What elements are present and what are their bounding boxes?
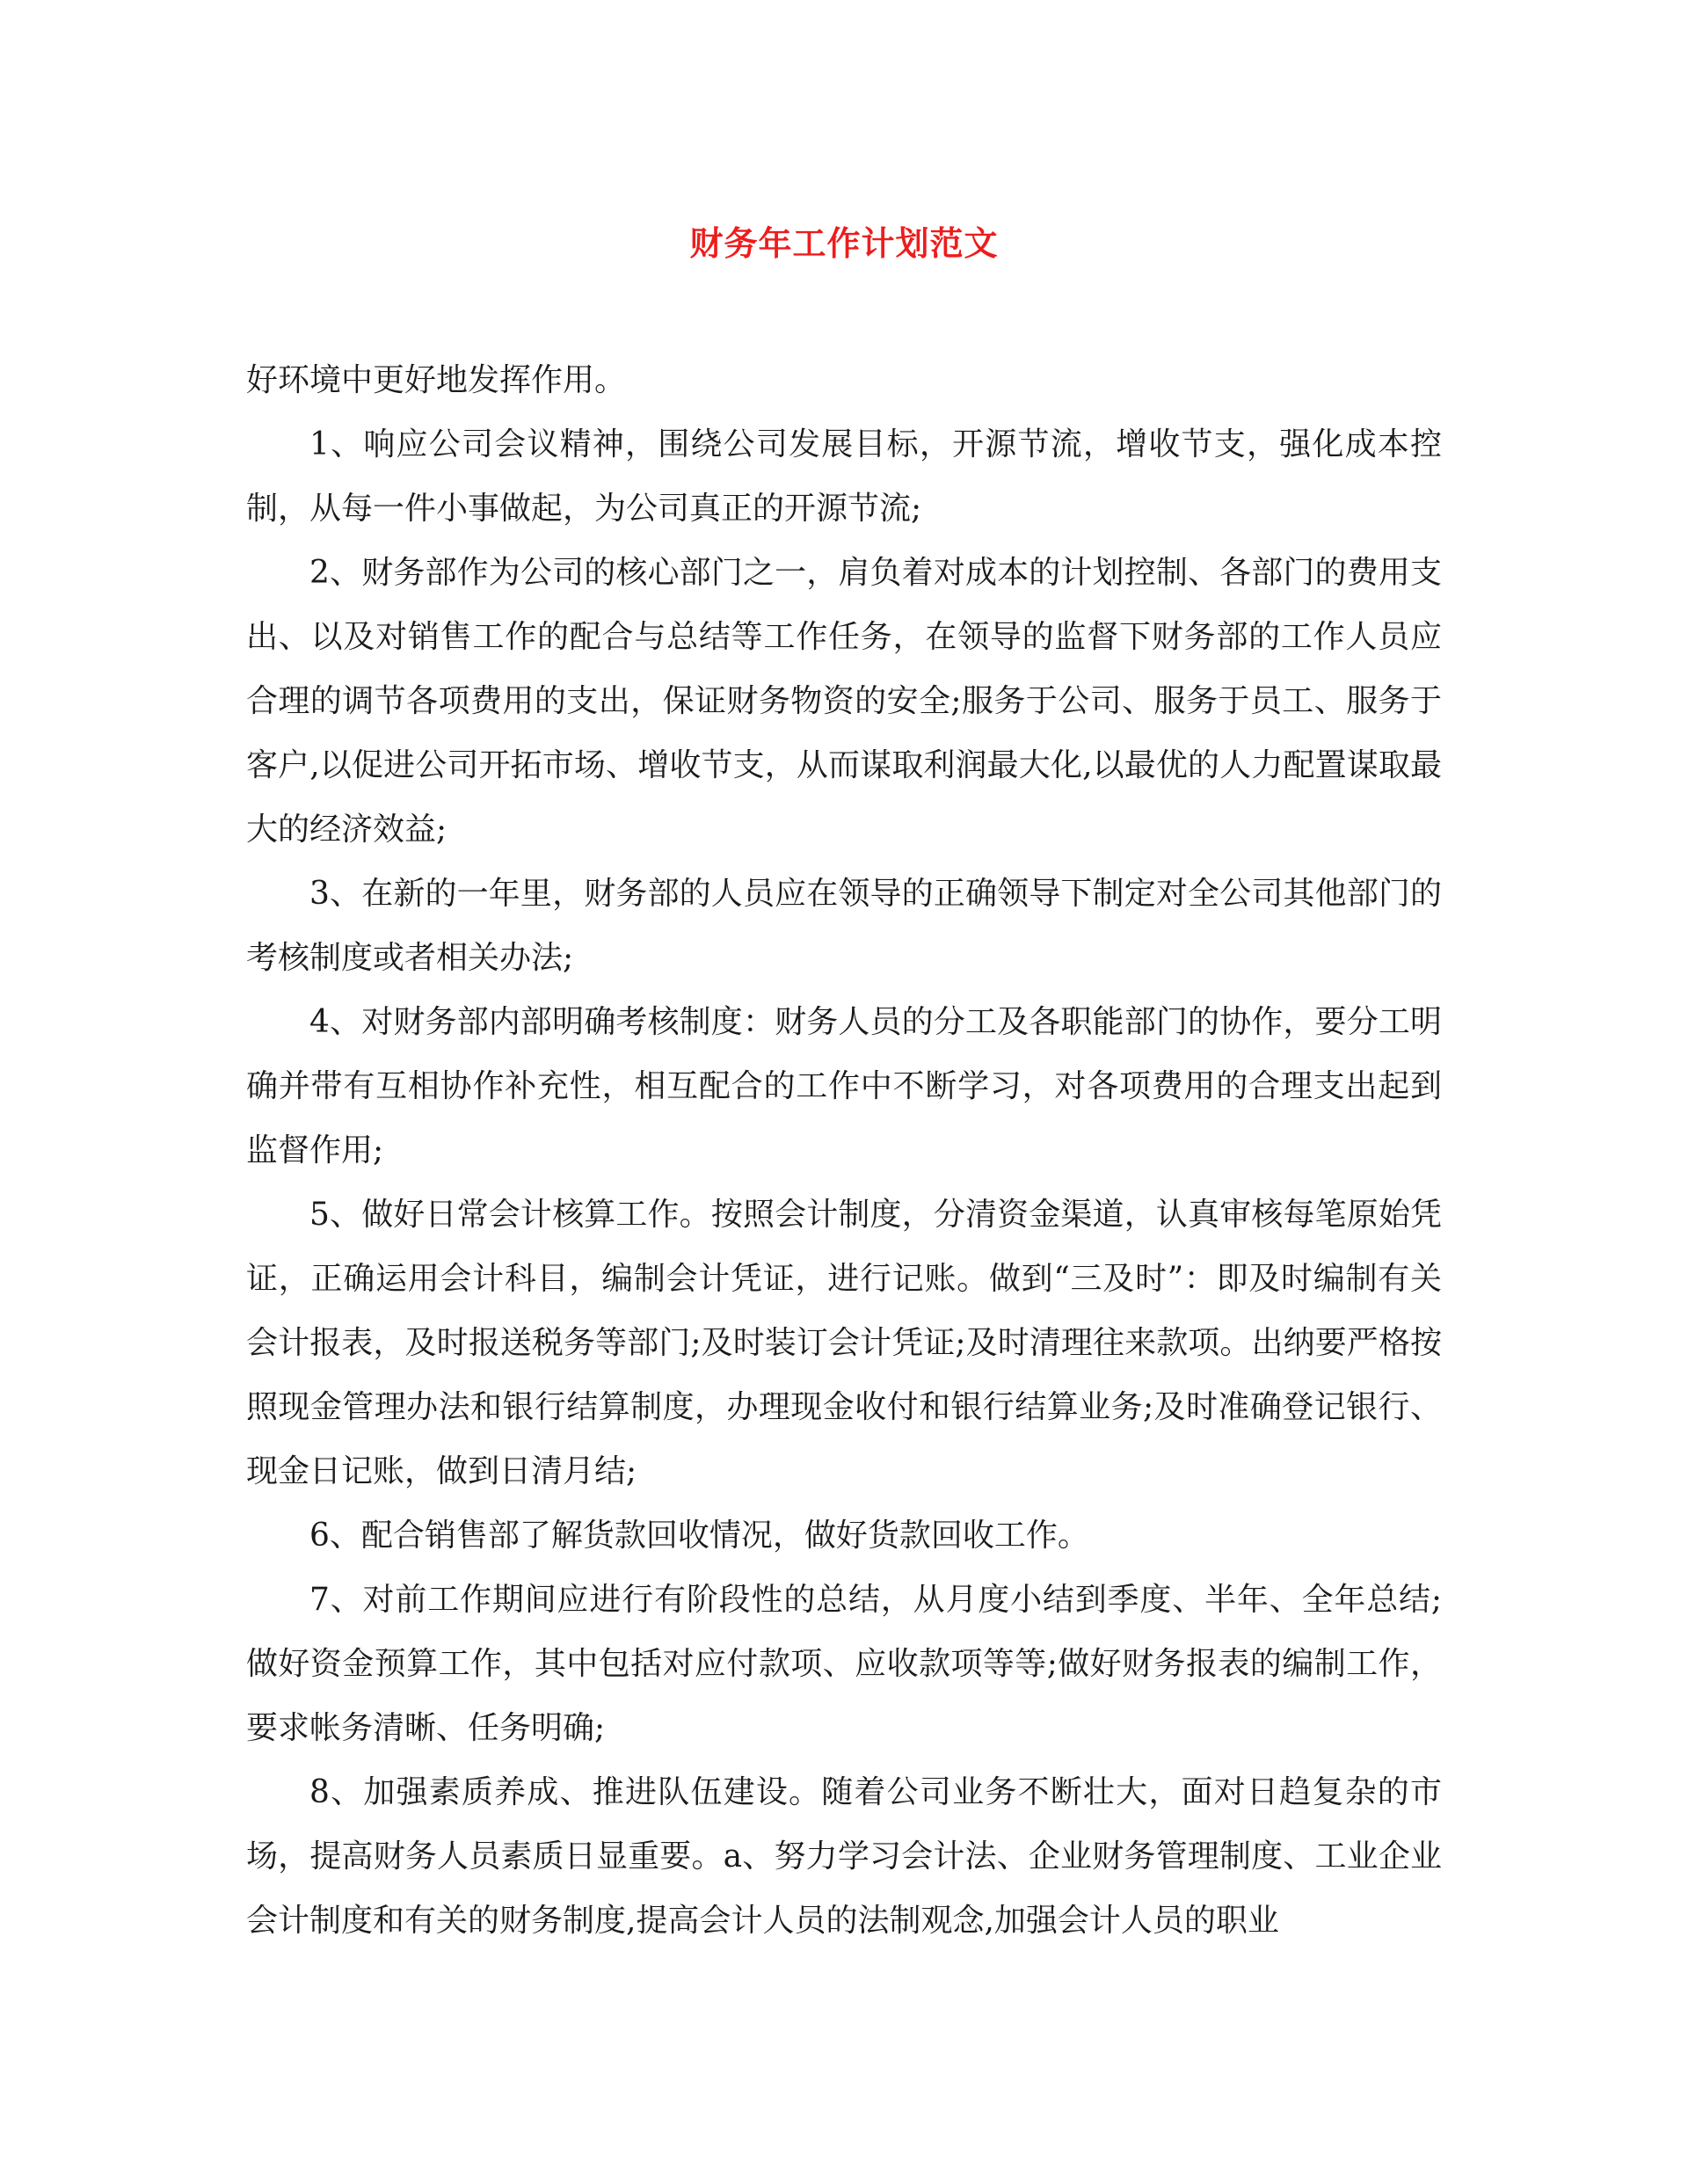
paragraph-item-6: 6、配合销售部了解货款回收情况，做好货款回收工作。 (309, 1518, 1089, 1554)
paragraph-item-2: 2、财务部作为公司的核心部门之一，肩负着对成本的计划控制、各部门的费用支出、以及对销售工作的配合与总结等工作任务，在领导的监督下财务部的工作人员应合理的调节各项费用的支出，保证财务物资的安全;服务于公司、服务于员工、服务于客户,以促进公司开拓市场、增收节支，从而谋取利润最大化,以最优的人力配置谋取最大的经济效益; (246, 555, 1442, 848)
document-title: 财务年工作计划范文 (689, 223, 999, 263)
paragraph-item-1: 1、响应公司会议精神，围绕公司发展目标，开源节流，增收节支，强化成本控制，从每一件小事做起，为公司真正的开源节流; (246, 426, 1442, 527)
document-body (246, 348, 1442, 1953)
paragraph-item-7: 7、对前工作期间应进行有阶段性的总结，从月度小结到季度、半年、全年总结;做好资金预算工作，其中包括对应付款项、应收款项等等;做好财务报表的编制工作，要求帐务清晰、任务明确; (246, 1582, 1442, 1746)
paragraph-item-3: 3、在新的一年里，财务部的人员应在领导的正确领导下制定对全公司其他部门的考核制度或者相关办法; (246, 876, 1442, 976)
paragraph-continuation: 好环境中更好地发挥作用。 (246, 362, 627, 398)
paragraph-item-4: 4、对财务部内部明确考核制度：财务人员的分工及各职能部门的协作，要分工明确并带有互相协作补充性，相互配合的工作中不断学习，对各项费用的合理支出起到监督作用; (246, 1004, 1442, 1168)
paragraph-item-8: 8、加强素质养成、推进队伍建设。随着公司业务不断壮大，面对日趋复杂的市场，提高财务人员素质日显重要。a、努力学习会计法、企业财务管理制度、工业企业会计制度和有关的财务制度,提高会计人员的法制观念,加强会计人员的职业 (246, 1774, 1442, 1939)
paragraph-item-5: 5、做好日常会计核算工作。按照会计制度，分清资金渠道，认真审核每笔原始凭证，正确运用会计科目，编制会计凭证，进行记账。做到“三及时”：即及时编制有关会计报表，及时报送税务等部门;及时装订会计凭证;及时清理往来款项。出纳要严格按照现金管理办法和银行结算制度，办理现金收付和银行结算业务;及时准确登记银行、现金日记账，做到日清月结; (246, 1197, 1442, 1489)
